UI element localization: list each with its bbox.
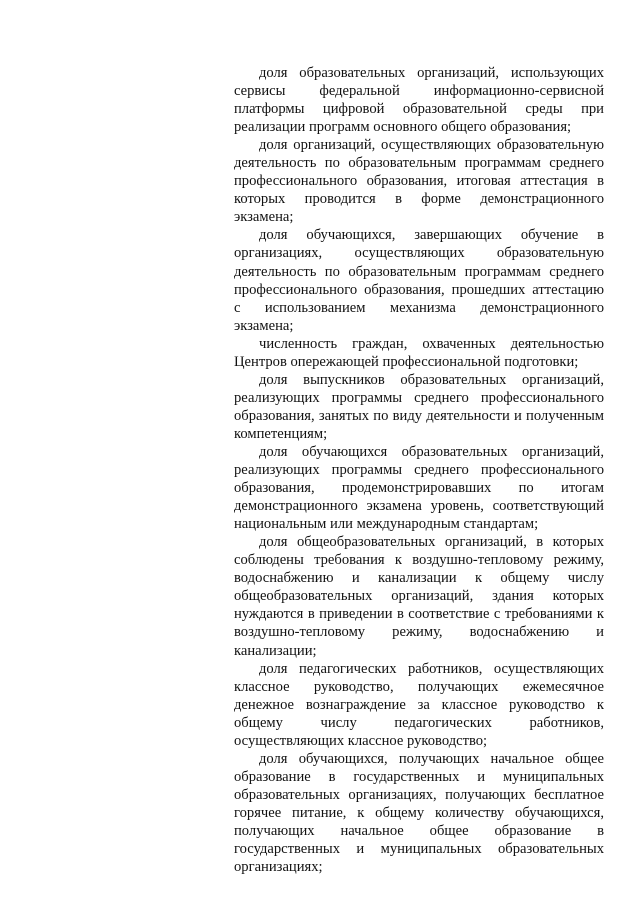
paragraph-training-centers-count: численность граждан, охваченных деятельностью Центров опережающей профессиональной подготовки;	[234, 335, 604, 370]
paragraph-demo-exam-students-share: доля обучающихся, завершающих обучение в организациях, осуществляющих образовательную деятельность по образовательным программам среднего профессионального образования, прошедших аттестацию с использованием механизма демонстрационного экзамена;	[234, 227, 604, 334]
paragraph-school-buildings-requirements-share: доля общеобразовательных организаций, в которых соблюдены требования к воздушно-тепловому режиму, водоснабжению и канализации к общему числу общеобразовательных организаций, здания которых нуждаются в приведении в соответствие с требованиями к воздушно-тепловому режиму, водоснабжению и канализации;	[234, 534, 604, 659]
document-page	[234, 64, 604, 876]
paragraph-digital-platform-share: доля образовательных организаций, использующих сервисы федеральной информационно-сервисной платформы цифровой образовательной среды при реализации программ основного общего образования;	[234, 65, 604, 136]
paragraph-demo-exam-standards-share: доля обучающихся образовательных организаций, реализующих программы среднего профессионального образования, продемонстрировавших по итогам демонстрационного экзамена уровень, соответствующий национальным или международным стандартам;	[234, 443, 604, 533]
paragraph-graduates-employment-share: доля выпускников образовательных организаций, реализующих программы среднего профессионального образования, занятых по виду деятельности и полученным компетенциям;	[234, 371, 604, 442]
paragraph-demo-exam-organizations-share: доля организаций, осуществляющих образовательную деятельность по образовательным программам среднего профессионального образования, итоговая аттестация в которых проводится в форме демонстрационного экзамена;	[234, 137, 604, 226]
paragraph-hot-meals-share: доля обучающихся, получающих начальное общее образование в государственных и муниципальных образовательных организациях, получающих бесплатное горячее питание, к общему количеству обучающихся, получающих начальное общее образование в государственных и муниципальных образовательных организациях;	[234, 750, 604, 876]
paragraph-class-teachers-payment-share: доля педагогических работников, осуществляющих классное руководство, получающих ежемесячное денежное вознаграждение за классное руководство к общему числу педагогических работников, осуществляющих классное руководство;	[234, 660, 604, 749]
